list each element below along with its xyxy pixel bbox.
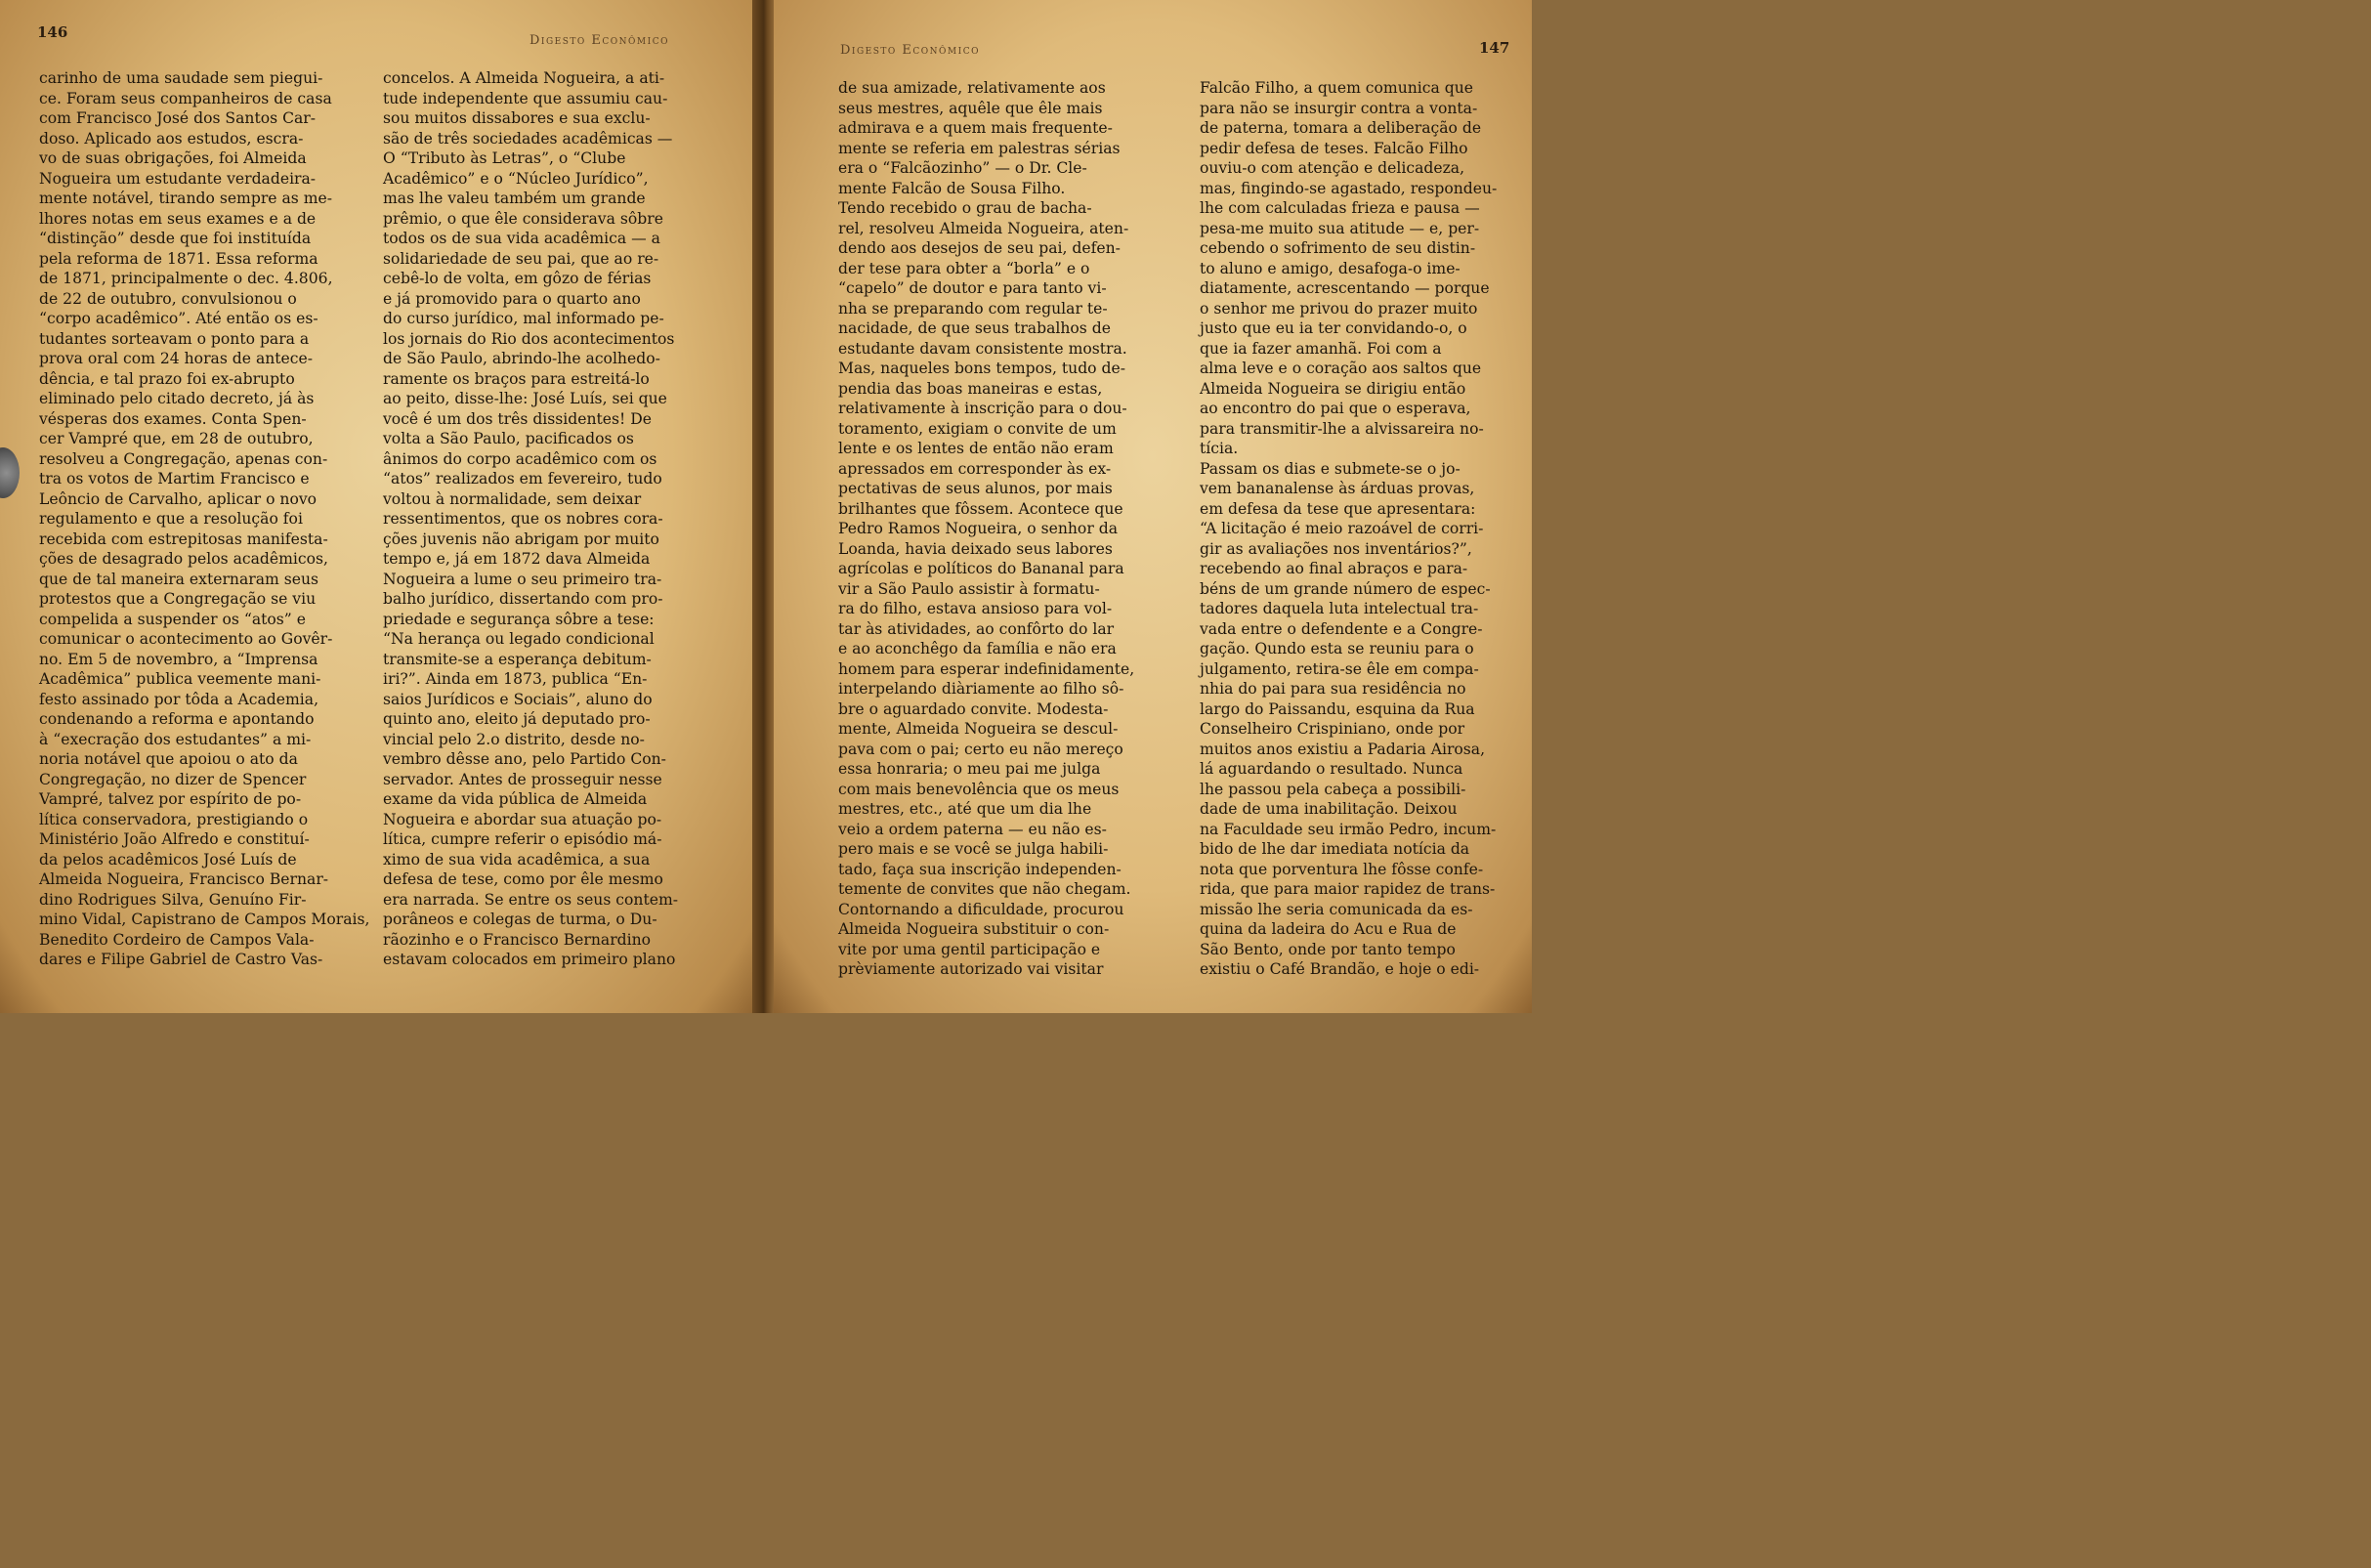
text-line: dares e Filipe Gabriel de Castro Vas- [39, 951, 323, 968]
text-line: na Faculdade seu irmão Pedro, incum- [1200, 820, 1497, 838]
text-line: lente e os lentes de então não eram [838, 440, 1114, 457]
text-line: vir a São Paulo assistir à formatu- [838, 579, 1100, 598]
text-line: cer Vampré que, em 28 de outubro, [39, 430, 314, 447]
text-line: Acadêmico” e o “Núcleo Jurídico”, [383, 169, 649, 188]
text-line: que ia fazer amanhã. Foi com a [1200, 339, 1442, 358]
text-line: todos os de sua vida acadêmica — a [383, 230, 660, 247]
text-line: regulamento e que a resolução foi [39, 510, 303, 528]
text-line: veio a ordem paterna — eu não es- [838, 820, 1107, 838]
text-line: são de três sociedades acadêmicas — [383, 129, 673, 148]
text-line: essa honraria; o meu pai me julga [838, 760, 1101, 778]
text-line: gir as avaliações nos inventários?”, [1200, 539, 1472, 558]
text-line: Nogueira e abordar sua atuação po- [383, 810, 662, 828]
binding-hole [0, 447, 20, 498]
text-line: “Na herança ou legado condicional [383, 630, 655, 648]
text-line: era o “Falcãozinho” — o Dr. Cle- [838, 159, 1087, 177]
text-line: recebendo ao final abraços e para- [1200, 560, 1468, 577]
text-line: pesa-me muito sua atitude — e, per- [1200, 219, 1480, 237]
left-page [0, 0, 756, 1013]
text-line: lá aguardando o resultado. Nunca [1200, 760, 1463, 778]
text-line: lítica, cumpre referir o episódio má- [383, 830, 662, 848]
text-line: ressentimentos, que os nobres cora- [383, 510, 663, 528]
text-line: relativamente à inscrição para o dou- [838, 400, 1127, 417]
text-line: toramento, exigiam o convite de um [838, 419, 1117, 438]
text-line: nhia do pai para sua residência no [1200, 680, 1466, 698]
text-line: mestres, etc., até que um dia lhe [838, 800, 1092, 818]
text-line: tar às atividades, ao confôrto do lar [838, 619, 1115, 638]
text-line: vincial pelo 2.o distrito, desde no- [383, 730, 645, 748]
text-line: ramente os braços para estreitá-lo [383, 369, 650, 388]
text-line: ra do filho, estava ansioso para vol- [838, 600, 1113, 617]
text-line: volta a São Paulo, pacificados os [383, 430, 634, 447]
text-line: temente de convites que não chegam. [838, 880, 1131, 898]
text-line: Acadêmica” publica veemente mani- [39, 670, 321, 688]
text-line: Benedito Cordeiro de Campos Vala- [39, 930, 315, 949]
text-line: doso. Aplicado aos estudos, escra- [39, 129, 304, 148]
text-line: com mais benevolência que os meus [838, 780, 1120, 798]
text-line: O “Tributo às Letras”, o “Clube [383, 149, 626, 167]
text-line: à “execração dos estudantes” a mi- [39, 730, 312, 748]
text-line: homem para esperar indefinidamente, [838, 659, 1135, 678]
text-line: ximo de sua vida acadêmica, a sua [383, 850, 651, 869]
text-line: quinto ano, eleito já deputado pro- [383, 710, 651, 728]
text-line: tempo e, já em 1872 dava Almeida [383, 550, 651, 568]
text-line: cebê-lo de volta, em gôzo de férias [383, 270, 652, 287]
text-line: servador. Antes de prosseguir nesse [383, 770, 662, 788]
text-line: agrícolas e políticos do Bananal para [838, 560, 1124, 577]
text-line: Pedro Ramos Nogueira, o senhor da [838, 520, 1119, 537]
text-line: existiu o Café Brandão, e hoje o edi- [1200, 960, 1480, 978]
text-line: balho jurídico, dissertando com pro- [383, 590, 663, 608]
text-line: lhe com calculadas frieza e pausa — [1200, 199, 1480, 217]
text-line: Nogueira um estudante verdadeira- [39, 169, 317, 188]
text-line: “corpo acadêmico”. Até então os es- [39, 310, 318, 327]
text-line: você é um dos três dissidentes! De [383, 409, 652, 428]
text-line: ce. Foram seus companheiros de casa [39, 89, 332, 107]
text-line: dade de uma inabilitação. Deixou [1200, 800, 1458, 818]
text-line: de 1871, principalmente o dec. 4.806, [39, 270, 333, 287]
text-line: admirava e a quem mais frequente- [838, 119, 1113, 137]
text-line: pava com o pai; certo eu não mereço [838, 740, 1123, 758]
text-line: de paterna, tomara a deliberação de [1200, 119, 1482, 137]
text-line: de sua amizade, relativamente aos [838, 79, 1106, 97]
text-line: apressados em corresponder às ex- [838, 459, 1112, 478]
text-line: tudantes sorteavam o ponto para a [39, 329, 310, 348]
text-line: Congregação, no dizer de Spencer [39, 770, 307, 788]
text-line: ânimos do corpo acadêmico com os [383, 449, 657, 468]
text-line: rel, resolveu Almeida Nogueira, aten- [838, 219, 1129, 237]
text-line: Ministério João Alfredo e constituí- [39, 830, 310, 848]
text-line: resolveu a Congregação, apenas con- [39, 449, 328, 468]
text-line: de 22 de outubro, convulsionou o [39, 289, 297, 308]
right-column-1 [838, 78, 1175, 980]
text-line: alma leve e o coração aos saltos que [1200, 360, 1482, 377]
text-line: Nogueira a lume o seu primeiro tra- [383, 570, 662, 588]
text-line: interpelando diàriamente ao filho sô- [838, 680, 1124, 698]
text-line: ções juvenis não abrigam por muito [383, 530, 659, 548]
text-line: pedir defesa de teses. Falcão Filho [1200, 139, 1468, 157]
text-line: lhe passou pela cabeça a possibili- [1200, 780, 1466, 798]
text-line: mente Falcão de Sousa Filho. [838, 179, 1066, 197]
text-line: voltou à normalidade, sem deixar [383, 489, 642, 508]
text-line: estudante davam consistente mostra. [838, 339, 1127, 358]
text-line: com Francisco José dos Santos Car- [39, 109, 317, 127]
text-line: missão lhe seria comunicada da es- [1200, 900, 1473, 918]
text-line: que de tal maneira externaram seus [39, 570, 319, 588]
text-line: saios Jurídicos e Sociais”, aluno do [383, 690, 653, 708]
text-line: rãozinho e o Francisco Bernardino [383, 930, 652, 949]
text-line: seus mestres, aquêle que êle mais [838, 99, 1103, 117]
text-line: Falcão Filho, a quem comunica que [1200, 79, 1474, 97]
text-line: diatamente, acrescentando — porque [1200, 279, 1490, 297]
text-line: mente, Almeida Nogueira se descul- [838, 720, 1119, 738]
text-line: pectativas de seus alunos, por mais [838, 480, 1113, 497]
text-line: compelida a suspender os “atos” e [39, 610, 306, 628]
text-line: “capelo” de doutor e para tanto vi- [838, 279, 1107, 297]
text-line: estavam colocados em primeiro plano [383, 951, 676, 968]
text-line: “distinção” desde que foi instituída [39, 230, 312, 247]
text-line: exame da vida pública de Almeida [383, 790, 648, 808]
text-line: vite por uma gentil participação e [838, 940, 1101, 958]
text-line: julgamento, retira-se êle em compa- [1200, 659, 1479, 678]
text-line: noria notável que apoiou o ato da [39, 750, 298, 768]
text-line: ao peito, disse-lhe: José Luís, sei que [383, 390, 667, 407]
text-line: largo do Paissandu, esquina da Rua [1200, 699, 1475, 718]
text-line: vem bananalense às árduas provas, [1200, 480, 1475, 497]
text-line: brilhantes que fôssem. Acontece que [838, 499, 1123, 518]
text-line: tícia. [1200, 440, 1239, 457]
text-line: no. Em 5 de novembro, a “Imprensa [39, 650, 318, 668]
text-line: transmite-se a esperança debitum- [383, 650, 652, 668]
text-line: der tese para obter a “borla” e o [838, 259, 1090, 277]
text-line: Vampré, talvez por espírito de po- [39, 790, 302, 808]
text-line: recebida com estrepitosas manifesta- [39, 530, 328, 548]
text-line: pero mais e se você se julga habili- [838, 840, 1109, 858]
text-line: festo assinado por tôda a Academia, [39, 690, 319, 708]
text-line: ao encontro do pai que o esperava, [1200, 400, 1471, 417]
text-line: lhores notas em seus exames e a de [39, 209, 317, 228]
text-line: vo de suas obrigações, foi Almeida [39, 149, 307, 167]
text-line: priedade e segurança sôbre a tese: [383, 610, 655, 628]
text-line: los jornais do Rio dos acontecimentos [383, 329, 675, 348]
text-line: sou muitos dissabores e sua exclu- [383, 109, 651, 127]
page-number-left: 146 [37, 23, 68, 41]
text-line: comunicar o acontecimento ao Govêr- [39, 630, 333, 648]
text-line: prèviamente autorizado vai visitar [838, 960, 1104, 978]
text-line: de São Paulo, abrindo-lhe acolhedo- [383, 350, 660, 367]
text-line: mente notável, tirando sempre as me- [39, 190, 332, 207]
text-line: protestos que a Congregação se viu [39, 590, 317, 608]
text-line: pendia das boas maneiras e estas, [838, 379, 1103, 398]
left-column-2 [383, 68, 710, 970]
text-line: rida, que para maior rapidez de trans- [1200, 880, 1496, 898]
text-line: vésperas dos exames. Conta Spen- [39, 409, 307, 428]
text-line: Almeida Nogueira substituir o con- [838, 920, 1110, 938]
text-line: Almeida Nogueira se dirigiu então [1200, 379, 1466, 398]
text-line: e ao aconchêgo da família e não era [838, 640, 1117, 657]
text-line: Loanda, havia deixado seus labores [838, 539, 1113, 558]
text-line: mas lhe valeu também um grande [383, 190, 646, 207]
text-line: prova oral com 24 horas de antece- [39, 350, 314, 367]
text-line: lítica conservadora, prestigiando o [39, 810, 309, 828]
text-line: concelos. A Almeida Nogueira, a ati- [383, 69, 665, 87]
right-page [774, 0, 1532, 1013]
text-line: to aluno e amigo, desafoga-o ime- [1200, 259, 1461, 277]
running-head-right: Digesto Econômico [840, 43, 980, 58]
text-line: tra os votos de Martim Francisco e [39, 470, 310, 487]
text-line: “atos” realizados em fevereiro, tudo [383, 470, 662, 487]
text-line: Mas, naqueles bons tempos, tudo de- [838, 360, 1126, 377]
text-line: justo que eu ia ter convidando-o, o [1200, 319, 1467, 337]
text-line: defesa de tese, como por êle mesmo [383, 870, 663, 888]
text-line: vada entre o defendente e a Congre- [1200, 619, 1483, 638]
text-line: para transmitir-lhe a alvissareira no- [1200, 419, 1484, 438]
text-line: e já promovido para o quarto ano [383, 289, 641, 308]
text-line: pela reforma de 1871. Essa reforma [39, 249, 318, 268]
running-head-left: Digesto Econômico [529, 33, 669, 48]
text-line: São Bento, onde por tanto tempo [1200, 940, 1456, 958]
text-line: tado, faça sua inscrição independen- [838, 860, 1122, 878]
text-line: o senhor me privou do prazer muito [1200, 299, 1478, 318]
text-line: ouviu-o com atenção e delicadeza, [1200, 159, 1465, 177]
text-line: Almeida Nogueira, Francisco Bernar- [39, 870, 329, 888]
text-line: nota que porventura lhe fôsse confe- [1200, 860, 1484, 878]
text-line: prêmio, o que êle considerava sôbre [383, 209, 663, 228]
right-column-2 [1200, 78, 1503, 980]
text-line: mente se referia em palestras sérias [838, 139, 1121, 157]
text-line: Leôncio de Carvalho, aplicar o novo [39, 489, 318, 508]
text-line: nacidade, de que seus trabalhos de [838, 319, 1111, 337]
text-line: ções de desagrado pelos acadêmicos, [39, 550, 328, 568]
text-line: béns de um grande número de espec- [1200, 579, 1491, 598]
text-line: mas, fingindo-se agastado, respondeu- [1200, 179, 1498, 197]
text-line: mino Vidal, Capistrano de Campos Morais, [39, 911, 370, 928]
text-line: eliminado pelo citado decreto, já às [39, 390, 315, 407]
text-line: tude independente que assumiu cau- [383, 89, 668, 107]
text-line: carinho de uma saudade sem piegui- [39, 69, 323, 87]
text-line: gação. Qundo esta se reuniu para o [1200, 640, 1474, 657]
text-line: nha se preparando com regular te- [838, 299, 1108, 318]
text-line: quina da ladeira do Acu e Rua de [1200, 920, 1457, 938]
text-line: dência, e tal prazo foi ex-abrupto [39, 369, 295, 388]
text-line: da pelos acadêmicos José Luís de [39, 850, 297, 869]
text-line: Contornando a dificuldade, procurou [838, 900, 1124, 918]
text-line: condenando a reforma e apontando [39, 710, 315, 728]
text-line: iri?”. Ainda em 1873, publica “En- [383, 670, 648, 688]
text-line: vembro dêsse ano, pelo Partido Con- [383, 750, 666, 768]
text-line: era narrada. Se entre os seus contem- [383, 890, 679, 909]
text-line: tadores daquela luta intelectual tra- [1200, 600, 1479, 617]
left-column-1 [39, 68, 370, 970]
text-line: bido de lhe dar imediata notícia da [1200, 840, 1470, 858]
text-line: do curso jurídico, mal informado pe- [383, 310, 664, 327]
text-line: solidariedade de seu pai, que ao re- [383, 249, 659, 268]
text-line: muitos anos existiu a Padaria Airosa, [1200, 740, 1486, 758]
page-number-right: 147 [1479, 39, 1510, 57]
text-line: Passam os dias e submete-se o jo- [1200, 459, 1461, 478]
text-line: porâneos e colegas de turma, o Du- [383, 911, 657, 928]
text-line: em defesa da tese que apresentara: [1200, 499, 1476, 518]
text-line: Conselheiro Crispiniano, onde por [1200, 720, 1465, 738]
text-line: para não se insurgir contra a vonta- [1200, 99, 1478, 117]
text-line: Tendo recebido o grau de bacha- [838, 199, 1092, 217]
text-line: “A licitação é meio razoável de corri- [1200, 520, 1484, 537]
text-line: bre o aguardado convite. Modesta- [838, 699, 1109, 718]
text-line: cebendo o sofrimento de seu distin- [1200, 239, 1476, 257]
text-line: dino Rodrigues Silva, Genuíno Fir- [39, 890, 307, 909]
text-line: dendo aos desejos de seu pai, defen- [838, 239, 1121, 257]
